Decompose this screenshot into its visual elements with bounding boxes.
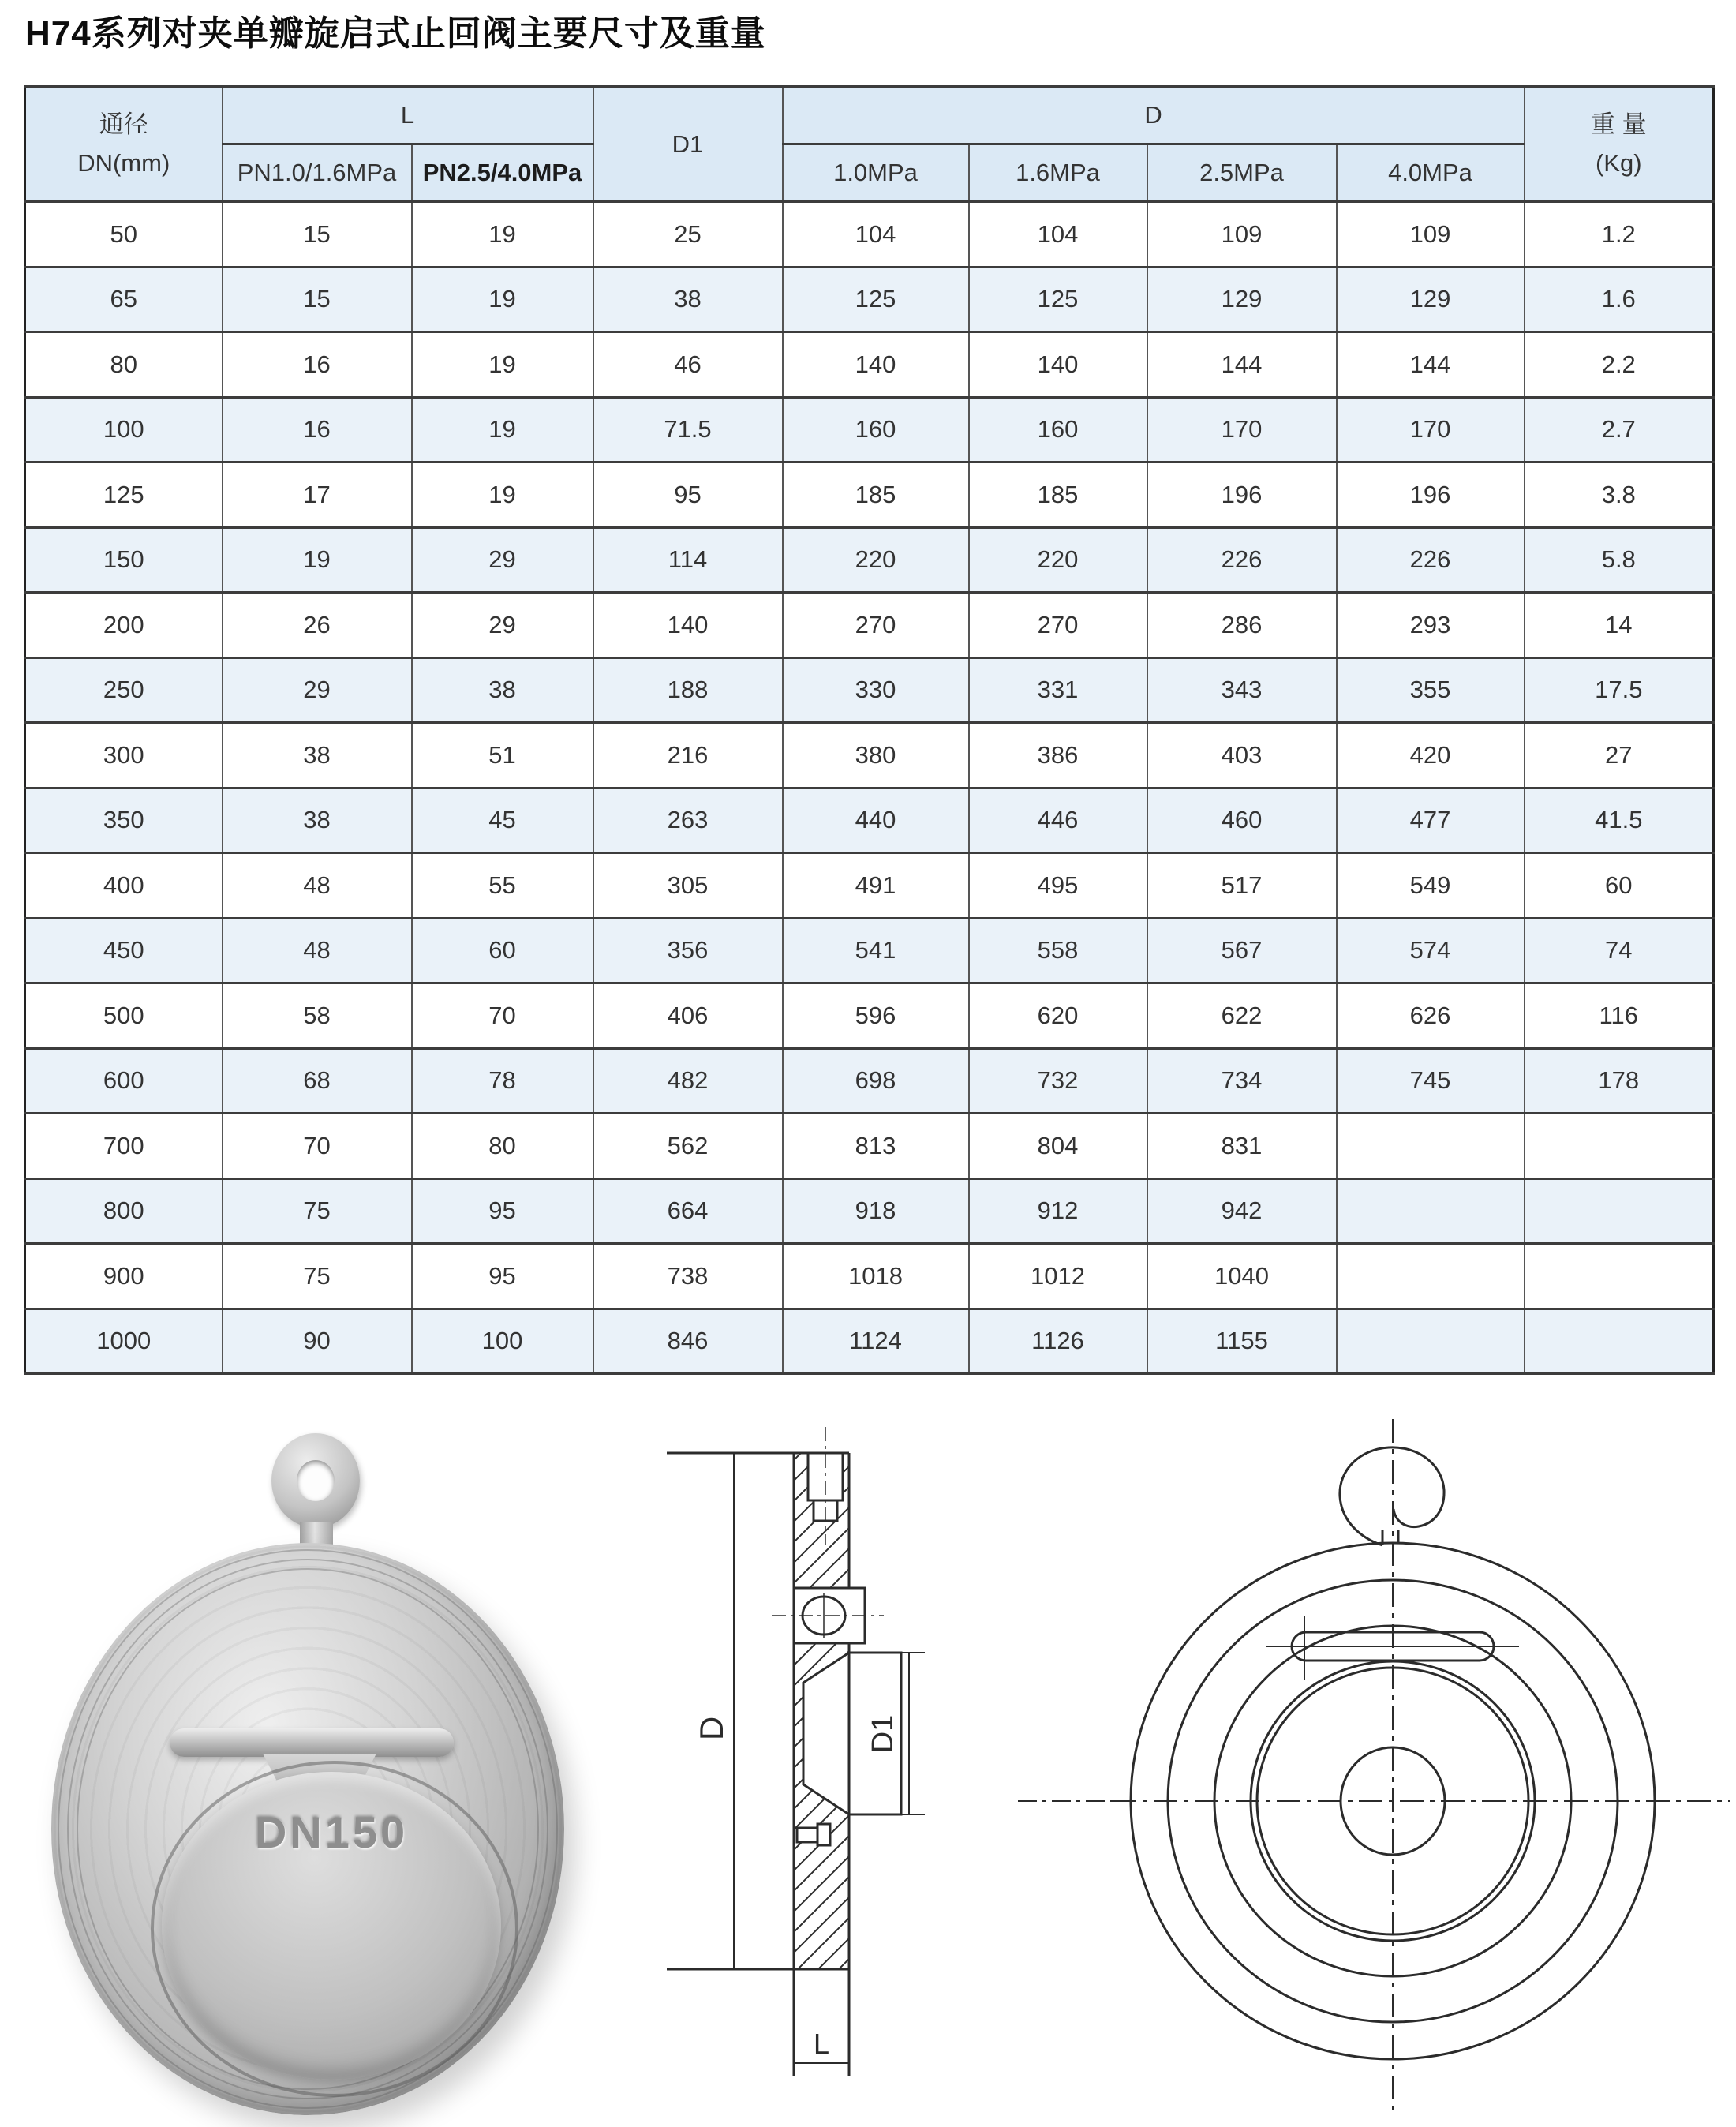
col-header-d-16mpa: 1.6MPa xyxy=(969,144,1147,202)
table-cell: 5.8 xyxy=(1525,527,1714,593)
table-cell: 185 xyxy=(783,462,969,528)
table-cell: 16 xyxy=(223,397,412,462)
table-cell: 270 xyxy=(969,593,1147,658)
table-cell: 460 xyxy=(1147,788,1337,853)
table-cell: 1012 xyxy=(969,1244,1147,1309)
table-cell: 116 xyxy=(1525,983,1714,1049)
dimension-label-d: D xyxy=(693,1716,730,1741)
col-header-dn-line2: DN(mm) xyxy=(77,148,170,177)
table-cell: 1000 xyxy=(25,1309,223,1374)
table-cell: 19 xyxy=(412,267,593,332)
table-row xyxy=(25,723,1714,788)
table-cell: 125 xyxy=(25,462,223,528)
lifting-hook xyxy=(1340,1447,1444,1545)
table-cell: 58 xyxy=(223,983,412,1049)
table-cell: 140 xyxy=(783,332,969,398)
table-row xyxy=(25,462,1714,528)
table-cell: 80 xyxy=(25,332,223,398)
table-cell: 734 xyxy=(1147,1048,1337,1114)
table-cell: 71.5 xyxy=(593,397,783,462)
table-row xyxy=(25,983,1714,1049)
table-cell: 16 xyxy=(223,332,412,398)
col-header-weight-line1: 重 量 xyxy=(1590,110,1647,139)
table-cell: 129 xyxy=(1147,267,1337,332)
table-cell: 19 xyxy=(412,332,593,398)
table-cell: 125 xyxy=(783,267,969,332)
table-row xyxy=(25,1309,1714,1374)
table-cell: 622 xyxy=(1147,983,1337,1049)
table-cell: 1.2 xyxy=(1525,202,1714,268)
table-row xyxy=(25,397,1714,462)
table-cell: 446 xyxy=(969,788,1147,853)
col-header-pn10-16: PN1.0/1.6MPa xyxy=(223,144,412,202)
table-cell: 100 xyxy=(412,1309,593,1374)
table-cell: 350 xyxy=(25,788,223,853)
table-cell: 343 xyxy=(1147,657,1337,723)
table-cell: 549 xyxy=(1337,853,1525,919)
table-cell: 831 xyxy=(1147,1114,1337,1179)
table-cell: 380 xyxy=(783,723,969,788)
table-cell: 51 xyxy=(412,723,593,788)
table-cell: 17 xyxy=(223,462,412,528)
table-cell: 1155 xyxy=(1147,1309,1337,1374)
table-cell: 185 xyxy=(969,462,1147,528)
table-cell: 19 xyxy=(412,202,593,268)
table-cell: 440 xyxy=(783,788,969,853)
table-cell: 1040 xyxy=(1147,1244,1337,1309)
table-cell: 1126 xyxy=(969,1309,1147,1374)
table-cell: 558 xyxy=(969,918,1147,983)
table-cell: 226 xyxy=(1147,527,1337,593)
table-cell xyxy=(1337,1244,1525,1309)
table-row xyxy=(25,267,1714,332)
col-header-dn-line1: 通径 xyxy=(99,110,148,139)
table-cell: 574 xyxy=(1337,918,1525,983)
table-cell: 567 xyxy=(1147,918,1337,983)
table-cell: 90 xyxy=(223,1309,412,1374)
table-cell: 26 xyxy=(223,593,412,658)
table-cell: 125 xyxy=(969,267,1147,332)
table-cell: 160 xyxy=(783,397,969,462)
col-header-d-10mpa: 1.0MPa xyxy=(783,144,969,202)
table-cell: 188 xyxy=(593,657,783,723)
table-cell: 95 xyxy=(412,1244,593,1309)
table-cell: 160 xyxy=(969,397,1147,462)
table-cell: 846 xyxy=(593,1309,783,1374)
table-cell: 3.8 xyxy=(1525,462,1714,528)
table-cell: 450 xyxy=(25,918,223,983)
table-cell: 813 xyxy=(783,1114,969,1179)
disc-section xyxy=(803,1653,849,1814)
table-cell: 70 xyxy=(223,1114,412,1179)
table-cell xyxy=(1337,1114,1525,1179)
table-cell: 698 xyxy=(783,1048,969,1114)
col-header-d-group: D xyxy=(783,87,1525,144)
table-cell: 60 xyxy=(412,918,593,983)
table-cell: 170 xyxy=(1337,397,1525,462)
table-cell: 100 xyxy=(25,397,223,462)
table-cell: 220 xyxy=(969,527,1147,593)
table-cell: 2.2 xyxy=(1525,332,1714,398)
table-cell: 620 xyxy=(969,983,1147,1049)
dimension-label-d1: D1 xyxy=(866,1714,900,1754)
disc-stop-bolt xyxy=(797,1828,817,1842)
table-cell xyxy=(1525,1178,1714,1244)
table-cell: 942 xyxy=(1147,1178,1337,1244)
table-cell: 700 xyxy=(25,1114,223,1179)
table-body xyxy=(25,202,1714,1374)
table-row xyxy=(25,657,1714,723)
table-cell: 75 xyxy=(223,1178,412,1244)
table-cell: 46 xyxy=(593,332,783,398)
col-header-d1: D1 xyxy=(593,87,783,202)
table-cell: 286 xyxy=(1147,593,1337,658)
lifting-eye-hole xyxy=(297,1460,335,1501)
table-cell: 109 xyxy=(1147,202,1337,268)
table-cell: 517 xyxy=(1147,853,1337,919)
table-cell: 491 xyxy=(783,853,969,919)
table-cell: 220 xyxy=(783,527,969,593)
valve-photo xyxy=(39,1413,584,2127)
table-cell: 95 xyxy=(412,1178,593,1244)
table-cell: 420 xyxy=(1337,723,1525,788)
table-row xyxy=(25,853,1714,919)
valve-disc xyxy=(162,1772,501,2080)
table-cell: 482 xyxy=(593,1048,783,1114)
table-cell: 355 xyxy=(1337,657,1525,723)
table-row xyxy=(25,918,1714,983)
table-row xyxy=(25,1114,1714,1179)
table-cell: 600 xyxy=(25,1048,223,1114)
table-cell: 144 xyxy=(1337,332,1525,398)
table-cell: 48 xyxy=(223,853,412,919)
table-cell: 45 xyxy=(412,788,593,853)
table-cell: 500 xyxy=(25,983,223,1049)
table-cell: 250 xyxy=(25,657,223,723)
table-cell: 95 xyxy=(593,462,783,528)
table-cell: 626 xyxy=(1337,983,1525,1049)
table-cell: 331 xyxy=(969,657,1147,723)
table-cell: 29 xyxy=(223,657,412,723)
table-cell: 263 xyxy=(593,788,783,853)
page-title: H74系列对夹单瓣旋启式止回阀主要尺寸及重量 xyxy=(25,14,766,53)
table-cell xyxy=(1337,1309,1525,1374)
table-cell: 270 xyxy=(783,593,969,658)
table-cell: 55 xyxy=(412,853,593,919)
table-cell: 104 xyxy=(969,202,1147,268)
table-cell: 804 xyxy=(969,1114,1147,1179)
table-cell: 74 xyxy=(1525,918,1714,983)
table-cell: 403 xyxy=(1147,723,1337,788)
table-cell: 1.6 xyxy=(1525,267,1714,332)
table-cell: 541 xyxy=(783,918,969,983)
table-header xyxy=(25,87,1714,202)
col-header-dn xyxy=(25,87,223,202)
table-cell: 104 xyxy=(783,202,969,268)
table-cell: 170 xyxy=(1147,397,1337,462)
table-cell: 226 xyxy=(1337,527,1525,593)
table-cell: 745 xyxy=(1337,1048,1525,1114)
table-row xyxy=(25,788,1714,853)
table-cell: 70 xyxy=(412,983,593,1049)
table-cell: 129 xyxy=(1337,267,1525,332)
table-cell xyxy=(1337,1178,1525,1244)
table-cell: 38 xyxy=(593,267,783,332)
table-row xyxy=(25,593,1714,658)
table-cell: 300 xyxy=(25,723,223,788)
table-cell: 2.7 xyxy=(1525,397,1714,462)
table-row xyxy=(25,1178,1714,1244)
table-cell: 14 xyxy=(1525,593,1714,658)
table-row xyxy=(25,1048,1714,1114)
table-cell: 562 xyxy=(593,1114,783,1179)
table-cell: 918 xyxy=(783,1178,969,1244)
table-cell: 477 xyxy=(1337,788,1525,853)
table-cell: 200 xyxy=(25,593,223,658)
table-cell: 19 xyxy=(412,397,593,462)
table-cell: 386 xyxy=(969,723,1147,788)
dimensions-table xyxy=(24,85,1715,1375)
table-cell: 140 xyxy=(969,332,1147,398)
table-cell: 406 xyxy=(593,983,783,1049)
col-header-pn25-40: PN2.5/4.0MPa xyxy=(412,144,593,202)
table-row xyxy=(25,332,1714,398)
table-row xyxy=(25,1244,1714,1309)
col-header-weight xyxy=(1525,87,1714,202)
table-cell: 80 xyxy=(412,1114,593,1179)
table-cell: 216 xyxy=(593,723,783,788)
table-cell: 38 xyxy=(223,788,412,853)
col-header-d-25mpa: 2.5MPa xyxy=(1147,144,1337,202)
table-cell: 1124 xyxy=(783,1309,969,1374)
table-cell: 17.5 xyxy=(1525,657,1714,723)
table-cell: 19 xyxy=(223,527,412,593)
table-cell: 738 xyxy=(593,1244,783,1309)
valve-t-bar xyxy=(170,1728,454,1757)
table-row xyxy=(25,527,1714,593)
table-cell xyxy=(1525,1114,1714,1179)
col-header-l-group: L xyxy=(223,87,593,144)
table-cell: 400 xyxy=(25,853,223,919)
dn150-embossed-text: DN150 xyxy=(254,1807,409,1857)
table-cell: 732 xyxy=(969,1048,1147,1114)
table-cell: 330 xyxy=(783,657,969,723)
table-cell: 596 xyxy=(783,983,969,1049)
table-cell xyxy=(1525,1244,1714,1309)
table-cell: 48 xyxy=(223,918,412,983)
table-cell: 68 xyxy=(223,1048,412,1114)
table-cell: 38 xyxy=(223,723,412,788)
table-cell: 27 xyxy=(1525,723,1714,788)
table-cell: 800 xyxy=(25,1178,223,1244)
valve-body xyxy=(51,1543,564,2115)
table-cell: 29 xyxy=(412,593,593,658)
front-view-drawing xyxy=(1105,1381,1736,2127)
table-cell: 38 xyxy=(412,657,593,723)
table-cell: 196 xyxy=(1147,462,1337,528)
table-cell: 29 xyxy=(412,527,593,593)
table-cell: 60 xyxy=(1525,853,1714,919)
col-header-d-40mpa: 4.0MPa xyxy=(1337,144,1525,202)
table-cell xyxy=(1525,1309,1714,1374)
table-cell: 19 xyxy=(412,462,593,528)
section-drawing xyxy=(647,1381,1121,2127)
table-cell: 25 xyxy=(593,202,783,268)
table-cell: 140 xyxy=(593,593,783,658)
table-cell: 495 xyxy=(969,853,1147,919)
table-row xyxy=(25,202,1714,268)
table-cell: 15 xyxy=(223,202,412,268)
table-cell: 305 xyxy=(593,853,783,919)
table-cell: 50 xyxy=(25,202,223,268)
table-cell: 114 xyxy=(593,527,783,593)
table-cell: 178 xyxy=(1525,1048,1714,1114)
table-cell: 1018 xyxy=(783,1244,969,1309)
table-cell: 664 xyxy=(593,1178,783,1244)
table-cell: 65 xyxy=(25,267,223,332)
table-cell: 109 xyxy=(1337,202,1525,268)
dimension-label-l: L xyxy=(813,2028,830,2060)
table-cell: 41.5 xyxy=(1525,788,1714,853)
table-cell: 196 xyxy=(1337,462,1525,528)
table-cell: 75 xyxy=(223,1244,412,1309)
table-cell: 144 xyxy=(1147,332,1337,398)
lifting-eye-ring xyxy=(271,1433,360,1528)
table-cell: 293 xyxy=(1337,593,1525,658)
table-cell: 912 xyxy=(969,1178,1147,1244)
table-cell: 78 xyxy=(412,1048,593,1114)
table-cell: 356 xyxy=(593,918,783,983)
table-cell: 15 xyxy=(223,267,412,332)
table-cell: 150 xyxy=(25,527,223,593)
disc-stop-nut xyxy=(817,1824,830,1845)
table-cell: 900 xyxy=(25,1244,223,1309)
col-header-weight-line2: (Kg) xyxy=(1595,148,1642,177)
